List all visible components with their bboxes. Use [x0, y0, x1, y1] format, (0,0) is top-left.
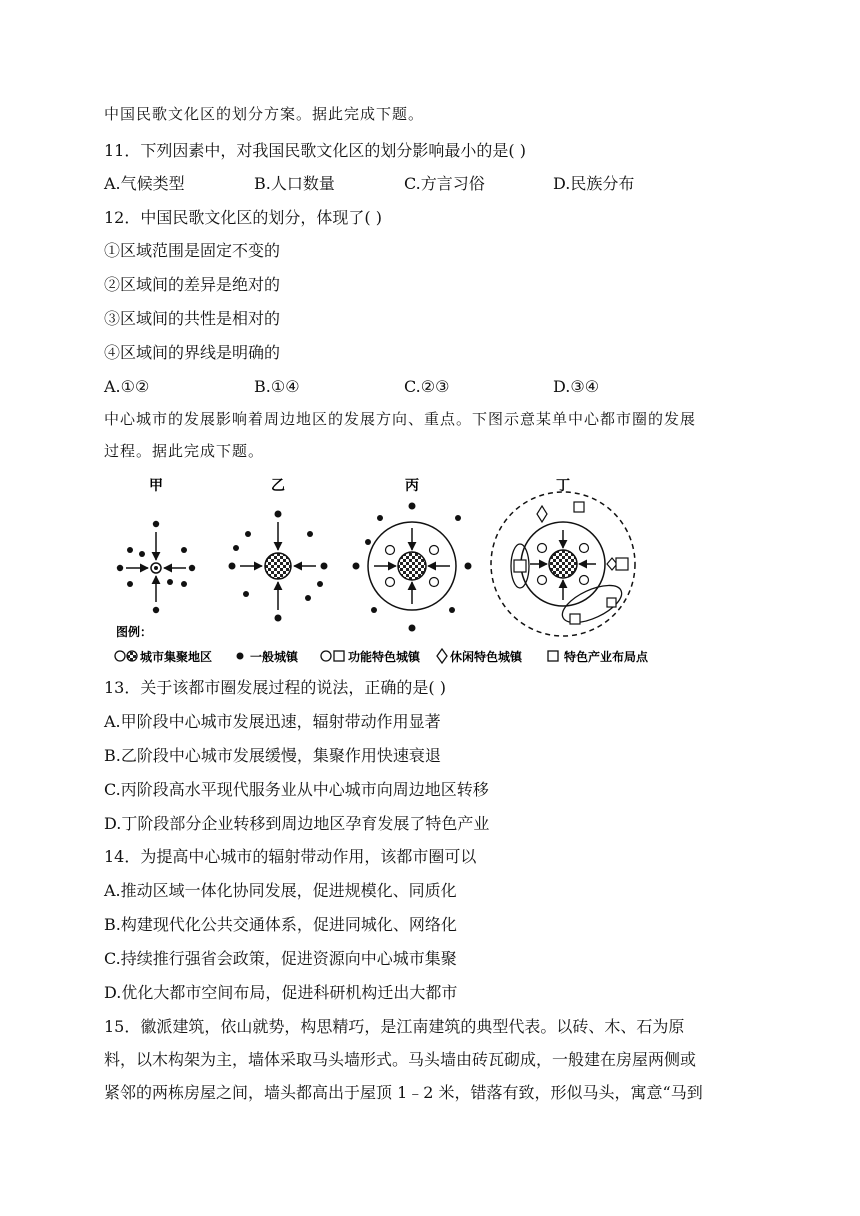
q13-option-c[interactable]: C.丙阶段高水平现代服务业从中心城市向周边地区转移 [104, 780, 489, 799]
q11-option-a[interactable]: A.气候类型 [104, 174, 185, 193]
stage-label-ding: 丁 [556, 478, 570, 494]
question-13-stem: 13．关于该都市圈发展过程的说法，正确的是( ) [104, 678, 446, 697]
q13-option-a[interactable]: A.甲阶段中心城市发展迅速，辐射带动作用显著 [104, 712, 441, 731]
q14-option-c[interactable]: C.持续推行强省会政策，促进资源向中心城市集聚 [104, 949, 457, 968]
q12-option-a[interactable]: A.①② [104, 377, 150, 396]
stage-jia-diagram [117, 521, 195, 613]
intro-text-2-line-2: 过程。据此完成下题。 [104, 442, 265, 460]
question-14-stem: 14．为提高中心城市的辐射带动作用，该都市圈可以 [104, 847, 477, 866]
question-15-line-1: 15．徽派建筑，依山就势，构思精巧，是江南建筑的典型代表。以砖、木、石为原 [104, 1017, 685, 1036]
legend-title: 图例： [116, 625, 153, 639]
q14-option-a[interactable]: A.推动区域一体化协同发展，促进规模化、同质化 [104, 881, 457, 900]
question-12-stem: 12．中国民歌文化区的划分，体现了( ) [104, 208, 382, 227]
legend-general-town: 一般城镇 [250, 650, 299, 664]
q11-option-b[interactable]: B.人口数量 [254, 174, 335, 193]
intro-text: 中国民歌文化区的划分方案。据此完成下题。 [104, 105, 425, 123]
q12-option-c[interactable]: C.②③ [404, 377, 450, 396]
q13-option-b[interactable]: B.乙阶段中心城市发展缓慢，集聚作用快速衰退 [104, 746, 441, 765]
q11-option-c[interactable]: C.方言习俗 [404, 174, 485, 193]
stage-label-yi: 乙 [271, 478, 285, 494]
legend-industry-site: 特色产业布局点 [564, 650, 649, 664]
q13-option-d[interactable]: D.丁阶段部分企业转移到周边地区孕育发展了特色产业 [104, 814, 490, 833]
q12-statement-2: ②区域间的差异是绝对的 [104, 275, 281, 294]
question-11-stem: 11．下列因素中，对我国民歌文化区的划分影响最小的是( ) [104, 141, 526, 160]
q12-statement-4: ④区域间的界线是明确的 [104, 343, 281, 362]
q11-option-d[interactable]: D.民族分布 [553, 174, 635, 193]
legend-functional-town: 功能特色城镇 [348, 650, 421, 664]
q12-statement-1: ①区域范围是固定不变的 [104, 241, 281, 260]
stage-label-jia: 甲 [149, 478, 163, 494]
q12-option-b[interactable]: B.①④ [254, 377, 300, 396]
q12-statement-3: ③区域间的共性是相对的 [104, 309, 281, 328]
stage-ding-diagram [491, 492, 635, 636]
stage-bing-diagram [353, 503, 472, 632]
q14-option-d[interactable]: D.优化大都市空间布局，促进科研机构迁出大都市 [104, 983, 458, 1002]
question-15-line-2: 料，以木构架为主，墙体采取马头墙形式。马头墙由砖瓦砌成，一般建在房屋两侧或 [104, 1050, 697, 1069]
legend-city-cluster: 城市集聚地区 [140, 650, 213, 664]
intro-text-2-line-1: 中心城市的发展影响着周边地区的发展方向、重点。下图示意某单中心都市圈的发展 [104, 410, 697, 428]
stage-label-bing: 丙 [405, 478, 419, 494]
metro-development-diagram [112, 472, 678, 668]
legend-leisure-town: 休闲特色城镇 [450, 650, 523, 664]
stage-yi-diagram [229, 511, 328, 622]
q14-option-b[interactable]: B.构建现代化公共交通体系，促进同城化、网络化 [104, 915, 457, 934]
question-15-line-3: 紧邻的两栋房屋之间，墙头都高出于屋顶 1﹣2 米，错落有致，形似马头，寓意“马到 [104, 1083, 703, 1102]
legend-row [115, 649, 649, 664]
q12-option-d[interactable]: D.③④ [553, 377, 600, 396]
